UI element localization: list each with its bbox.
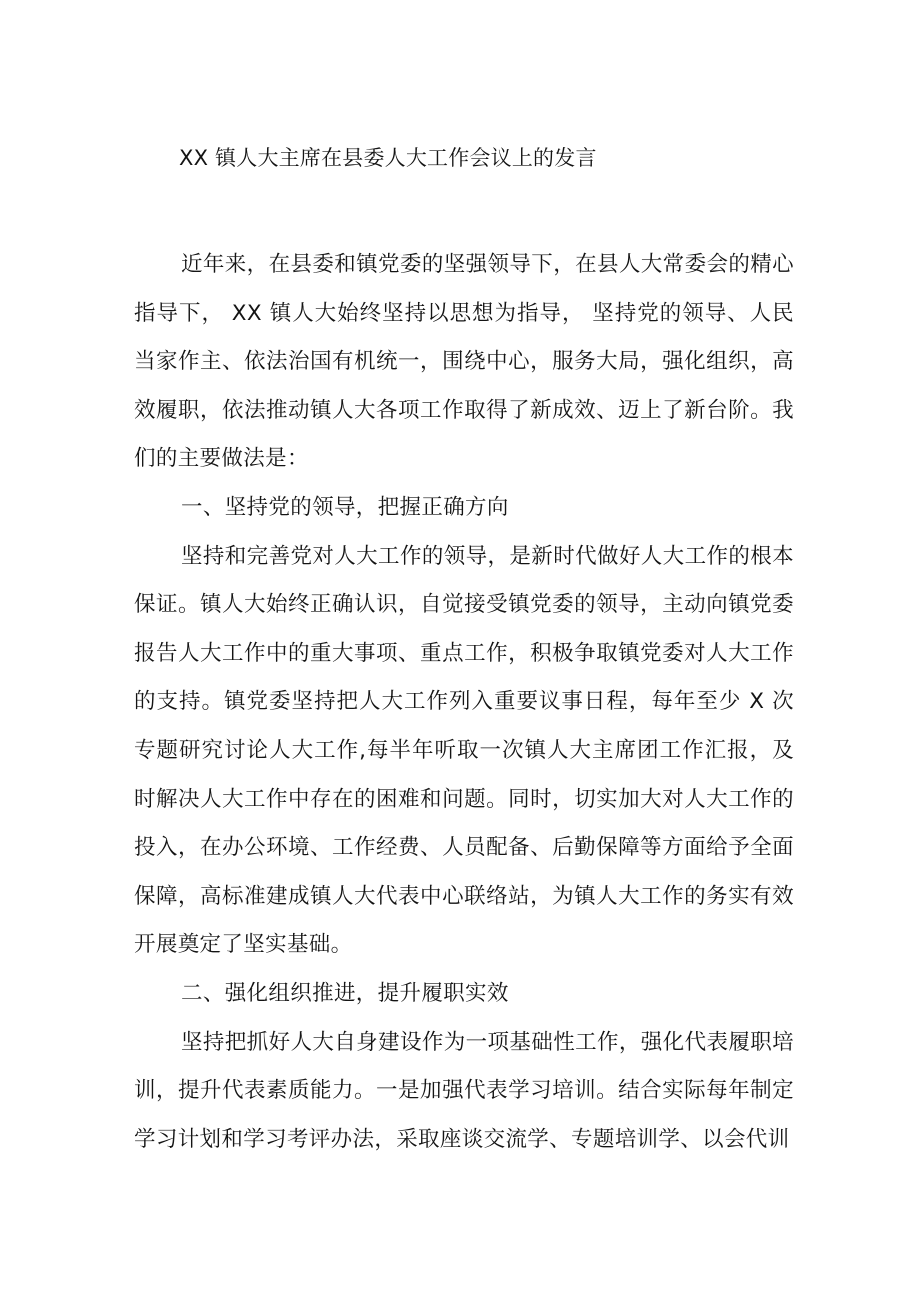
section-1-heading: 一、坚持党的领导，把握正确方向	[181, 494, 509, 520]
document-title: XX 镇人大主席在县委人大工作会议上的发言	[179, 146, 597, 170]
document-body	[134, 241, 794, 1164]
section-2-paragraph: 坚持把抓好人大自身建设作为一项基础性工作，强化代表履职培训，提升代表素质能力。一是加强代表学习培训。结合实际每年制定学习计划和学习考评办法，采取座谈交流学、专题培训学、以会代训	[134, 1029, 794, 1152]
section-1-paragraph: 坚持和完善党对人大工作的领导，是新时代做好人大工作的根本保证。镇人大始终正确认识，自觉接受镇党委的领导，主动向镇党委报告人大工作中的重大事项、重点工作，积极争取镇党委对人大工作的支持。镇党委坚持把人大工作列入重要议事日程，每年至少 X 次专题研究讨论人大工作,每半年听取一次镇人大主席团工作汇报，及时解决人大工作中存在的困难和问题。同时，切实加大对人大工作的投入，在办公环境、工作经费、人员配备、后勤保障等方面给予全面保障，高标准建成镇人大代表中心联络站，为镇人大工作的务实有效开展奠定了坚实基础。	[134, 543, 794, 958]
section-2-heading: 二、强化组织推进，提升履职实效	[181, 980, 509, 1006]
intro-paragraph: 近年来，在县委和镇党委的坚强领导下，在县人大常委会的精心指导下， XX 镇人大始终坚持以思想为指导， 坚持党的领导、人民当家作主、依法治国有机统一，围绕中心，服务大局，强化组织，高效履职，依法推动镇人大各项工作取得了新成效、迈上了新台阶。我们的主要做法是：	[134, 252, 794, 472]
